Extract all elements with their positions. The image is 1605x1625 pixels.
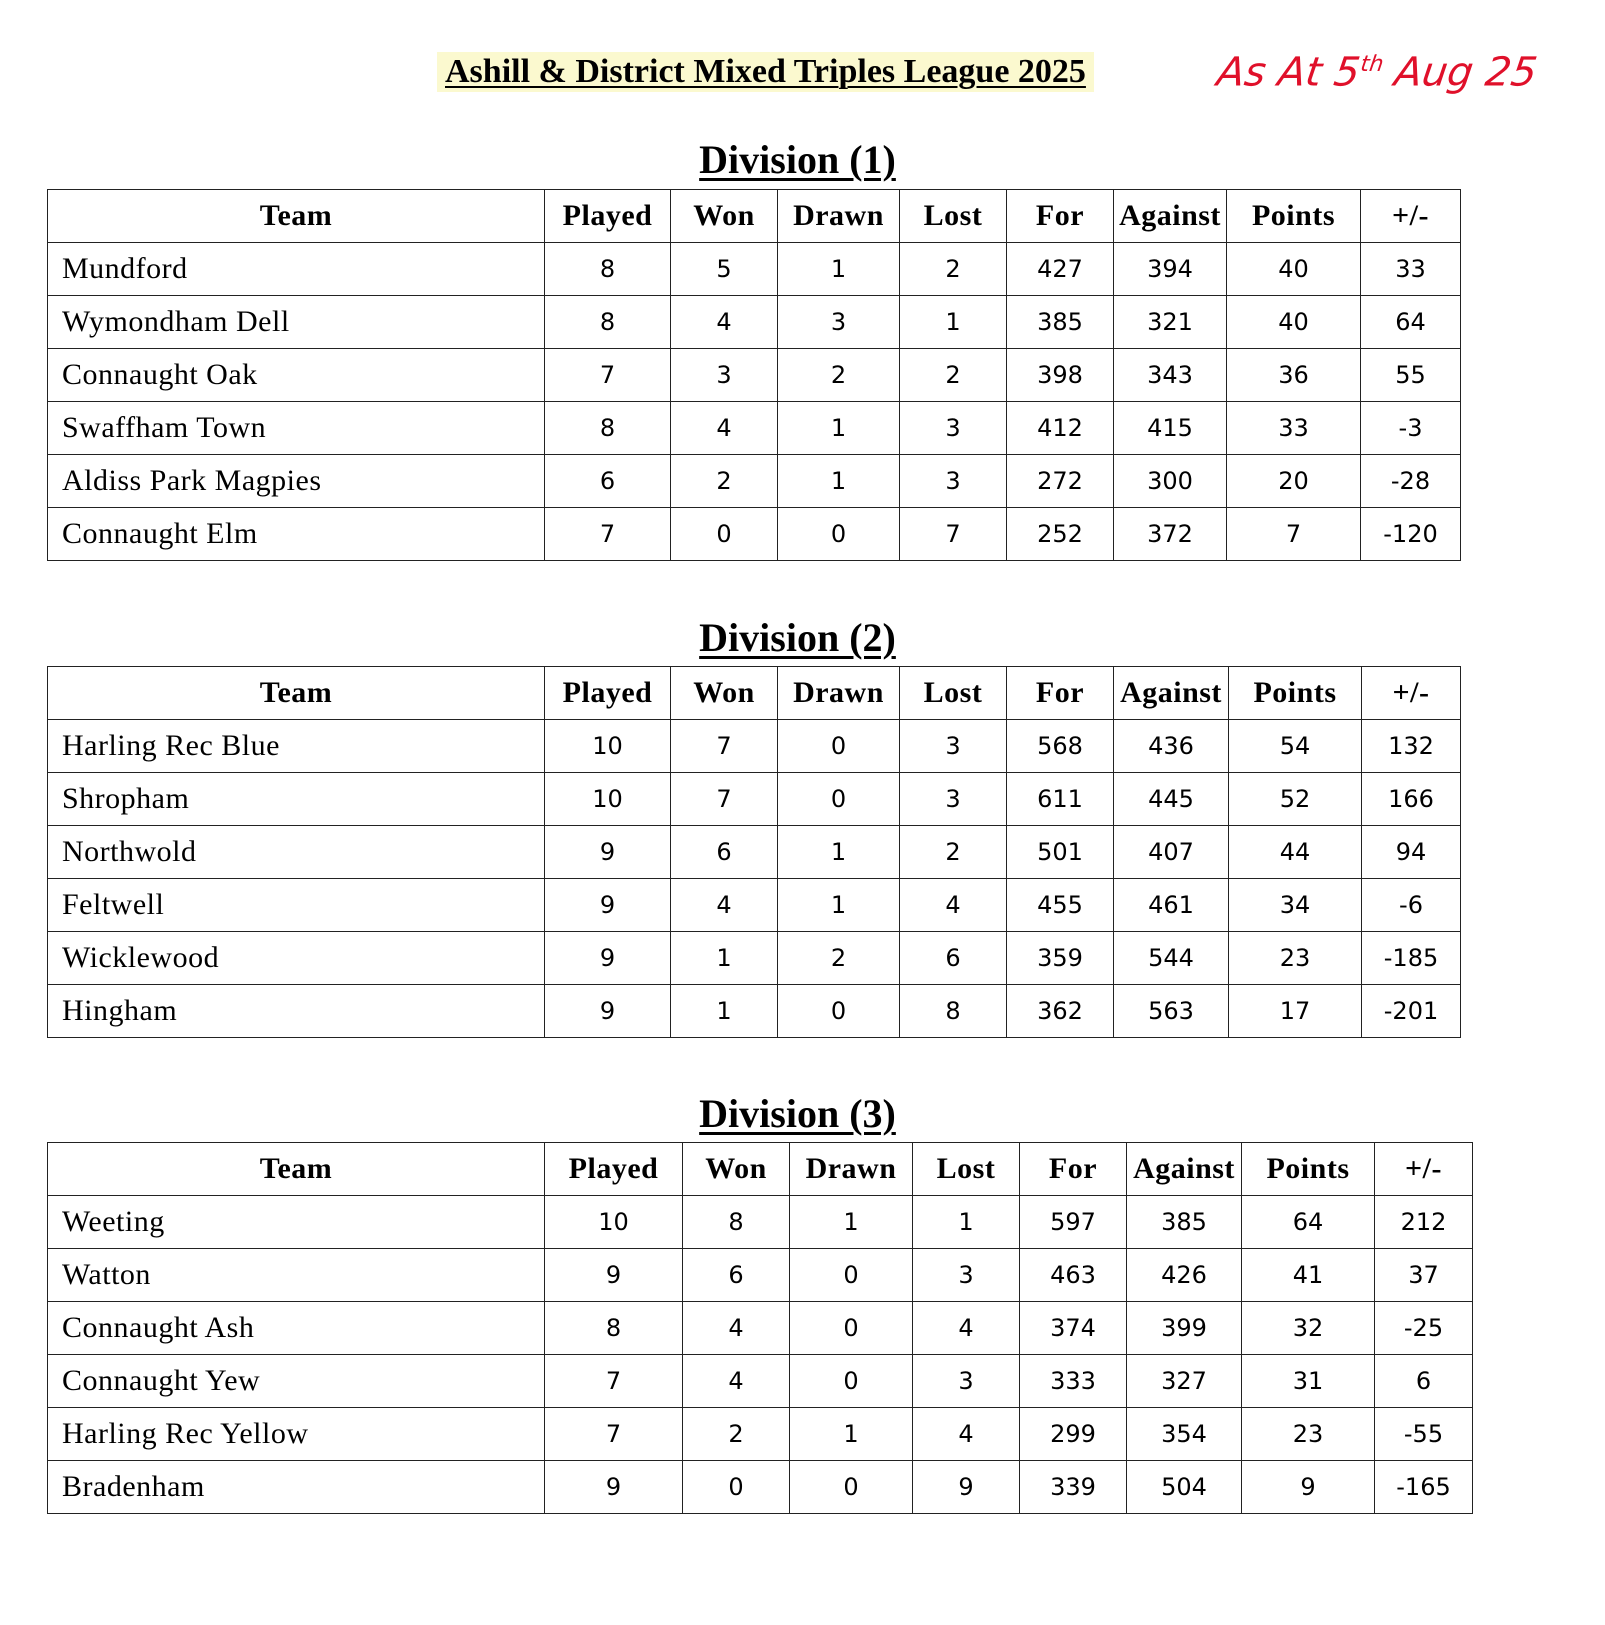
table-row [48,349,1461,402]
column-header-lost: Lost [900,667,1007,720]
cell-for: 568 [1007,720,1114,773]
header-row [48,190,1461,243]
cell-plus-minus: -55 [1375,1408,1473,1461]
cell-for: 597 [1020,1196,1127,1249]
cell-team: Weeting [48,1196,545,1249]
cell-against: 300 [1114,455,1227,508]
cell-played: 8 [545,402,671,455]
division-3-heading-text: Division (3) [699,1091,896,1136]
cell-against: 343 [1114,349,1227,402]
table-row [48,826,1461,879]
column-header-won: Won [671,190,778,243]
cell-for: 463 [1020,1249,1127,1302]
column-header-won: Won [683,1143,790,1196]
cell-team: Northwold [48,826,545,879]
cell-won: 6 [683,1249,790,1302]
cell-against: 394 [1114,243,1227,296]
cell-plus-minus: 37 [1375,1249,1473,1302]
division-3-table [47,1142,1473,1514]
cell-lost: 1 [900,296,1007,349]
column-header-for: For [1007,667,1114,720]
cell-for: 427 [1007,243,1114,296]
table-row [48,1355,1473,1408]
cell-lost: 8 [900,985,1007,1038]
cell-plus-minus: 64 [1361,296,1461,349]
division-3-heading [0,1090,1605,1138]
header-row [48,1143,1473,1196]
table-row [48,508,1461,561]
cell-lost: 4 [900,879,1007,932]
cell-against: 372 [1114,508,1227,561]
column-header-played: Played [545,1143,683,1196]
cell-team: Harling Rec Blue [48,720,545,773]
column-header-won: Won [671,667,778,720]
cell-points: 20 [1227,455,1361,508]
column-header-drawn: Drawn [790,1143,913,1196]
table-row [48,1196,1473,1249]
cell-team: Wicklewood [48,932,545,985]
cell-played: 8 [545,296,671,349]
cell-for: 501 [1007,826,1114,879]
cell-team: Bradenham [48,1461,545,1514]
cell-points: 41 [1242,1249,1375,1302]
cell-plus-minus: -6 [1362,879,1461,932]
cell-lost: 3 [900,720,1007,773]
cell-plus-minus: -28 [1361,455,1461,508]
cell-lost: 3 [913,1355,1020,1408]
column-header-lost: Lost [900,190,1007,243]
cell-played: 7 [545,1408,683,1461]
cell-for: 252 [1007,508,1114,561]
cell-won: 1 [671,932,778,985]
cell-against: 544 [1114,932,1229,985]
cell-against: 415 [1114,402,1227,455]
table-row [48,1408,1473,1461]
table-row [48,985,1461,1038]
cell-played: 9 [545,985,671,1038]
cell-points: 7 [1227,508,1361,561]
column-header-against: Against [1114,190,1227,243]
annotation-suffix: Aug 25 [1378,49,1540,96]
cell-points: 33 [1227,402,1361,455]
cell-for: 611 [1007,773,1114,826]
cell-against: 327 [1127,1355,1242,1408]
cell-lost: 3 [900,402,1007,455]
cell-drawn: 0 [790,1461,913,1514]
cell-against: 399 [1127,1302,1242,1355]
table-row [48,402,1461,455]
column-header-played: Played [545,667,671,720]
cell-played: 10 [545,773,671,826]
cell-won: 2 [671,455,778,508]
cell-plus-minus: -120 [1361,508,1461,561]
cell-drawn: 1 [778,455,900,508]
cell-plus-minus: -201 [1362,985,1461,1038]
cell-team: Mundford [48,243,545,296]
cell-drawn: 1 [778,879,900,932]
column-header-for: For [1020,1143,1127,1196]
cell-points: 44 [1229,826,1362,879]
table-row [48,243,1461,296]
cell-against: 385 [1127,1196,1242,1249]
cell-played: 8 [545,1302,683,1355]
league-title: Ashill & District Mixed Triples League 2025 [437,52,1094,92]
cell-team: Connaught Oak [48,349,545,402]
cell-for: 299 [1020,1408,1127,1461]
cell-for: 272 [1007,455,1114,508]
cell-for: 398 [1007,349,1114,402]
cell-won: 7 [671,773,778,826]
cell-points: 17 [1229,985,1362,1038]
cell-lost: 4 [913,1408,1020,1461]
cell-played: 9 [545,932,671,985]
cell-points: 31 [1242,1355,1375,1408]
cell-played: 8 [545,243,671,296]
cell-won: 0 [671,508,778,561]
cell-team: Connaught Elm [48,508,545,561]
cell-team: Harling Rec Yellow [48,1408,545,1461]
cell-won: 4 [671,402,778,455]
cell-team: Shropham [48,773,545,826]
column-header-plus-minus: +/- [1375,1143,1473,1196]
cell-plus-minus: 132 [1362,720,1461,773]
cell-lost: 7 [900,508,1007,561]
cell-points: 40 [1227,243,1361,296]
cell-against: 321 [1114,296,1227,349]
cell-drawn: 0 [790,1249,913,1302]
cell-won: 3 [671,349,778,402]
cell-won: 4 [671,879,778,932]
cell-against: 445 [1114,773,1229,826]
cell-won: 6 [671,826,778,879]
cell-team: Aldiss Park Magpies [48,455,545,508]
cell-won: 0 [683,1461,790,1514]
cell-points: 32 [1242,1302,1375,1355]
cell-plus-minus: -25 [1375,1302,1473,1355]
cell-drawn: 2 [778,349,900,402]
cell-drawn: 2 [778,932,900,985]
cell-against: 407 [1114,826,1229,879]
division-2-heading-text: Division (2) [699,615,896,660]
cell-against: 436 [1114,720,1229,773]
cell-team: Connaught Ash [48,1302,545,1355]
column-header-plus-minus: +/- [1361,190,1461,243]
cell-plus-minus: 6 [1375,1355,1473,1408]
cell-lost: 2 [900,349,1007,402]
cell-points: 23 [1242,1408,1375,1461]
cell-against: 504 [1127,1461,1242,1514]
cell-lost: 2 [900,826,1007,879]
cell-drawn: 3 [778,296,900,349]
column-header-lost: Lost [913,1143,1020,1196]
cell-against: 354 [1127,1408,1242,1461]
cell-points: 34 [1229,879,1362,932]
column-header-team: Team [48,667,545,720]
cell-played: 7 [545,508,671,561]
cell-for: 412 [1007,402,1114,455]
cell-team: Connaught Yew [48,1355,545,1408]
cell-played: 7 [545,349,671,402]
cell-plus-minus: 55 [1361,349,1461,402]
cell-points: 9 [1242,1461,1375,1514]
cell-points: 64 [1242,1196,1375,1249]
cell-drawn: 0 [778,773,900,826]
cell-drawn: 1 [790,1196,913,1249]
division-2-heading [0,614,1605,662]
cell-for: 385 [1007,296,1114,349]
cell-points: 54 [1229,720,1362,773]
cell-lost: 2 [900,243,1007,296]
cell-played: 10 [545,720,671,773]
cell-plus-minus: -3 [1361,402,1461,455]
table-row [48,720,1461,773]
cell-points: 36 [1227,349,1361,402]
cell-drawn: 0 [778,508,900,561]
cell-for: 333 [1020,1355,1127,1408]
cell-team: Feltwell [48,879,545,932]
cell-drawn: 1 [778,402,900,455]
cell-plus-minus: -165 [1375,1461,1473,1514]
cell-lost: 3 [900,773,1007,826]
cell-against: 461 [1114,879,1229,932]
cell-lost: 3 [913,1249,1020,1302]
cell-played: 7 [545,1355,683,1408]
column-header-drawn: Drawn [778,667,900,720]
cell-plus-minus: 212 [1375,1196,1473,1249]
column-header-points: Points [1229,667,1362,720]
cell-points: 23 [1229,932,1362,985]
cell-team: Hingham [48,985,545,1038]
column-header-for: For [1007,190,1114,243]
cell-team: Watton [48,1249,545,1302]
cell-played: 9 [545,1461,683,1514]
cell-plus-minus: 33 [1361,243,1461,296]
cell-won: 5 [671,243,778,296]
division-1-heading-text: Division (1) [699,137,896,182]
division-2-table [47,666,1461,1038]
cell-drawn: 0 [790,1302,913,1355]
cell-for: 359 [1007,932,1114,985]
cell-played: 9 [545,1249,683,1302]
column-header-points: Points [1242,1143,1375,1196]
cell-drawn: 1 [778,826,900,879]
column-header-points: Points [1227,190,1361,243]
cell-drawn: 0 [790,1355,913,1408]
cell-lost: 4 [913,1302,1020,1355]
table-row [48,455,1461,508]
cell-drawn: 1 [790,1408,913,1461]
cell-plus-minus: 94 [1362,826,1461,879]
cell-points: 40 [1227,296,1361,349]
table-row [48,1461,1473,1514]
division-1-heading [0,136,1605,184]
header-row [48,667,1461,720]
table-row [48,773,1461,826]
cell-for: 455 [1007,879,1114,932]
annotation-superscript: th [1358,52,1386,77]
cell-lost: 9 [913,1461,1020,1514]
cell-team: Wymondham Dell [48,296,545,349]
cell-drawn: 0 [778,985,900,1038]
cell-points: 52 [1229,773,1362,826]
table-row [48,296,1461,349]
cell-won: 7 [671,720,778,773]
division-1-table [47,189,1461,561]
column-header-drawn: Drawn [778,190,900,243]
table-row [48,1302,1473,1355]
cell-against: 426 [1127,1249,1242,1302]
cell-won: 2 [683,1408,790,1461]
cell-drawn: 0 [778,720,900,773]
cell-played: 10 [545,1196,683,1249]
cell-played: 9 [545,826,671,879]
cell-won: 4 [683,1302,790,1355]
column-header-against: Against [1114,667,1229,720]
cell-won: 4 [683,1355,790,1408]
cell-lost: 3 [900,455,1007,508]
cell-won: 1 [671,985,778,1038]
column-header-team: Team [48,1143,545,1196]
cell-for: 339 [1020,1461,1127,1514]
table-row [48,1249,1473,1302]
cell-plus-minus: -185 [1362,932,1461,985]
cell-for: 374 [1020,1302,1127,1355]
cell-lost: 6 [900,932,1007,985]
handwritten-date-annotation [1214,40,1541,97]
annotation-text: As At 5 [1214,49,1363,96]
cell-drawn: 1 [778,243,900,296]
cell-lost: 1 [913,1196,1020,1249]
cell-played: 9 [545,879,671,932]
cell-against: 563 [1114,985,1229,1038]
cell-team: Swaffham Town [48,402,545,455]
cell-played: 6 [545,455,671,508]
cell-plus-minus: 166 [1362,773,1461,826]
column-header-plus-minus: +/- [1362,667,1461,720]
cell-won: 4 [671,296,778,349]
column-header-played: Played [545,190,671,243]
cell-won: 8 [683,1196,790,1249]
table-row [48,932,1461,985]
cell-for: 362 [1007,985,1114,1038]
column-header-against: Against [1127,1143,1242,1196]
table-row [48,879,1461,932]
column-header-team: Team [48,190,545,243]
